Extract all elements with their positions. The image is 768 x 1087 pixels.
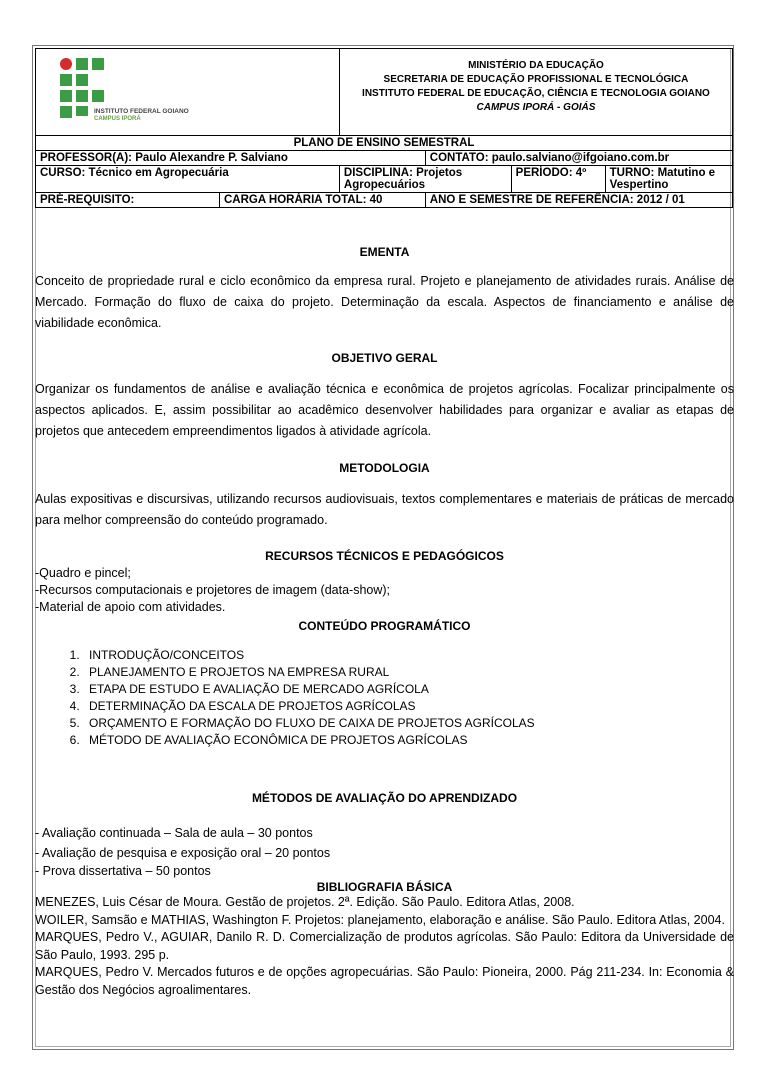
institute-logo bbox=[40, 50, 190, 120]
instituto-line: INSTITUTO FEDERAL DE EDUCAÇÃO, CIÊNCIA E TECNOLOGIA GOIANO bbox=[362, 88, 710, 99]
conteudo-item: 5. ORÇAMENTO E FORMAÇÃO DO FLUXO DE CAIXA DE PROJETOS AGRÍCOLAS bbox=[83, 715, 734, 732]
curso-cell: CURSO: Técnico em Agropecuária bbox=[36, 166, 340, 193]
bibliografia-section bbox=[35, 880, 734, 999]
ano-cell: ANO E SEMESTRE DE REFERÊNCIA: 2012 / 01 bbox=[425, 193, 732, 208]
logo-red-dot bbox=[60, 58, 72, 70]
turno-cell: TURNO: Matutino e Vespertino bbox=[605, 166, 732, 193]
objetivo-title: OBJETIVO GERAL bbox=[331, 351, 438, 365]
conteudo-item: 4. DETERMINAÇÃO DA ESCALA DE PROJETOS AGRÍCOLAS bbox=[83, 698, 734, 715]
metodos-title: MÉTODOS DE AVALIAÇÃO DO APRENDIZADO bbox=[251, 791, 518, 805]
metodo-item: - Avaliação continuada – Sala de aula – 30 pontos bbox=[35, 826, 313, 840]
conteudo-title: CONTEÚDO PROGRAMÁTICO bbox=[298, 619, 471, 633]
contato-cell: CONTATO: paulo.salviano@ifgoiano.com.br bbox=[425, 151, 732, 166]
conteudo-item: 6. MÉTODO DE AVALIAÇÃO ECONÔMICA DE PROJETOS AGRÍCOLAS bbox=[83, 732, 734, 749]
metodo-item: - Avaliação de pesquisa e exposição oral – 20 pontos bbox=[35, 846, 331, 860]
metodologia-title: METODOLOGIA bbox=[339, 461, 430, 475]
recurso-item: -Material de apoio com atividades. bbox=[35, 600, 226, 614]
disciplina-cell: DISCIPLINA: Projetos Agropecuários bbox=[339, 166, 511, 193]
recursos-title: RECURSOS TÉCNICOS E PEDAGÓGICOS bbox=[265, 549, 504, 563]
logo-campus: CAMPUS IPORÁ bbox=[94, 116, 141, 122]
recursos-section bbox=[35, 549, 734, 616]
ementa-text: Conceito de propriedade rural e ciclo econômico da empresa rural. Projeto e planejamento de atividades rurais. Análise de Mercado. Formação do fluxo de caixa do projeto. Determinação da escala. Aspectos de financiamento e análise de viabilidade econômica. bbox=[35, 274, 734, 330]
professor-cell: PROFESSOR(A): Paulo Alexandre P. Salviano bbox=[36, 151, 426, 166]
ministry-line: MINISTÉRIO DA EDUCAÇÃO bbox=[468, 60, 604, 71]
metodos-section bbox=[35, 791, 734, 880]
header-table bbox=[35, 48, 733, 208]
conteudo-item: 2. PLANEJAMENTO E PROJETOS NA EMPRESA RURAL bbox=[83, 664, 734, 681]
objetivo-text: Organizar os fundamentos de análise e avaliação técnica e econômica de projetos agrícolas. Focalizar principalmente os aspectos aplicados. E, assim possibilitar ao acadêmico desenvolver habilidades para organizar e avaliar as etapas de projetos que antecedem empreendimentos ligados à atividade agrícola. bbox=[35, 382, 734, 438]
recurso-item: -Recursos computacionais e projetores de imagem (data-show); bbox=[35, 583, 391, 597]
pre-requisito-cell: PRÉ-REQUISITO: bbox=[36, 193, 220, 208]
ementa-section bbox=[35, 245, 734, 334]
carga-cell: CARGA HORÁRIA TOTAL: 40 bbox=[220, 193, 426, 208]
secretaria-line: SECRETARIA DE EDUCAÇÃO PROFISSIONAL E TECNOLÓGICA bbox=[383, 74, 689, 85]
metodologia-section bbox=[35, 461, 734, 531]
conteudo-item: 1. INTRODUÇÃO/CONCEITOS bbox=[83, 647, 734, 664]
recurso-item: -Quadro e pincel; bbox=[35, 566, 131, 580]
ministry-block bbox=[339, 49, 732, 136]
campus-line: CAMPUS IPORÁ - GOIÁS bbox=[476, 102, 596, 113]
conteudo-list bbox=[35, 647, 734, 749]
bibliografia-title: BIBLIOGRAFIA BÁSICA bbox=[316, 880, 453, 894]
periodo-cell: PERÍODO: 4º bbox=[511, 166, 605, 193]
logo-text: INSTITUTO FEDERAL GOIANO bbox=[94, 108, 189, 115]
ementa-title: EMENTA bbox=[359, 245, 410, 259]
conteudo-section bbox=[35, 619, 734, 749]
metodologia-text: Aulas expositivas e discursivas, utilizando recursos audiovisuais, textos complementares e materiais de práticas de mercado para melhor compreensão do conteúdo programado. bbox=[35, 492, 734, 527]
conteudo-item: 3. ETAPA DE ESTUDO E AVALIAÇÃO DE MERCADO AGRÍCOLA bbox=[83, 681, 734, 698]
metodo-item: - Prova dissertativa – 50 pontos bbox=[35, 864, 211, 878]
logo-cell bbox=[36, 49, 340, 136]
bib-item: MENEZES, Luis César de Moura. Gestão de projetos. 2ª. Edição. São Paulo. Editora Atlas, 2008. bbox=[35, 895, 575, 909]
bib-item: MARQUES, Pedro V. Mercados futuros e de opções agropecuárias. São Paulo: Pioneira, 2000. Pág 211-234. In: Economia & Gestão dos Negócios agroalimentares. bbox=[35, 965, 734, 997]
bib-item: WOILER, Samsão e MATHIAS, Washington F. Projetos: planejamento, elaboração e análise. São Paulo. Editora Atlas, 2004. bbox=[35, 912, 725, 927]
bib-item: MARQUES, Pedro V., AGUIAR, Danilo R. D. Comercialização de produtos agrícolas. São Paulo: Editora da Universidade de São Paulo, 1993. 295 p. bbox=[35, 930, 734, 962]
plan-title: PLANO DE ENSINO SEMESTRAL bbox=[36, 136, 733, 151]
objetivo-section bbox=[35, 351, 734, 442]
